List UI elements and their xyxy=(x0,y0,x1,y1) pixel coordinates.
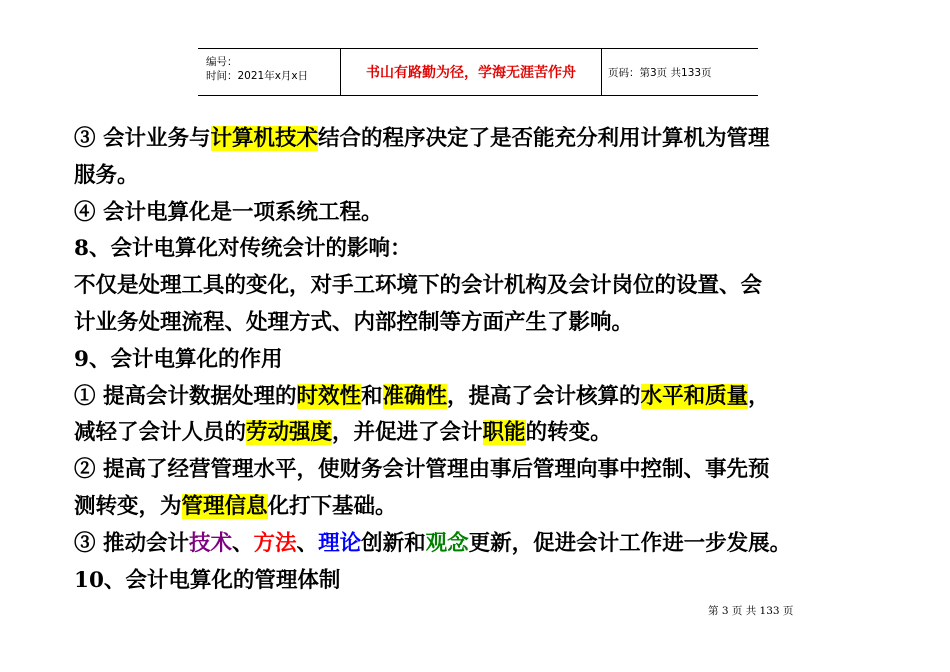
text-segment: 减轻了会计人员的 xyxy=(74,420,247,446)
line-2: 服务。 xyxy=(74,162,139,188)
line-5: 不仅是处理工具的变化，对手工环境下的会计机构及会计岗位的设置、会 xyxy=(74,273,763,299)
line-11 xyxy=(74,489,894,526)
line-3: ④ 会计电算化是一项系统工程。 xyxy=(74,199,383,225)
section-heading-8: 8、会计电算化对传统会计的影响： xyxy=(74,236,412,262)
motto-cell xyxy=(341,49,602,95)
line-12 xyxy=(74,526,894,563)
text-segment: 、 xyxy=(296,530,319,556)
line-8 xyxy=(74,379,894,416)
colored-term-concept: 观念 xyxy=(425,530,469,556)
text-segment: ， xyxy=(748,383,770,409)
text-segment: 更新，促进会计工作进一步发展。 xyxy=(468,530,792,556)
line-6: 计业务处理流程、处理方式、内部控制等方面产生了影响。 xyxy=(74,309,634,335)
text-segment: ③ 会计业务与 xyxy=(74,126,211,151)
motto-text: 书山有路勤为径，学海无涯苦作舟 xyxy=(366,65,576,81)
text-segment: ① 提高会计数据处理的 xyxy=(74,383,297,409)
line-9 xyxy=(74,415,894,452)
highlighted-term: 管理信息 xyxy=(181,493,268,519)
highlighted-term: 准确性 xyxy=(382,383,448,409)
number-label: 编号： xyxy=(206,56,238,68)
header-info-cell xyxy=(198,49,341,95)
highlighted-term: 计算机技术 xyxy=(210,126,319,151)
page-info-cell xyxy=(602,49,758,95)
colored-term-tech: 技术 xyxy=(189,530,233,556)
text-segment: 和 xyxy=(361,383,383,409)
page-footer: 第 3 页 共 133 页 xyxy=(708,605,794,617)
text-segment: ③ 推动会计 xyxy=(74,530,189,556)
section-heading-9: 9、会计电算化的作用 xyxy=(74,346,283,372)
section-heading-10: 10、会计电算化的管理体制 xyxy=(74,567,341,593)
text-segment: 、 xyxy=(232,530,254,556)
document-header xyxy=(198,48,758,96)
highlighted-term: 时效性 xyxy=(296,383,362,409)
text-segment: 的转变。 xyxy=(525,420,612,446)
page-label: 页码：第3页 共133页 xyxy=(608,66,712,79)
text-segment: ，并促进了会计 xyxy=(332,420,483,446)
colored-term-theory: 理论 xyxy=(318,530,362,556)
text-segment: ，提高了会计核算的 xyxy=(447,383,641,409)
line-1 xyxy=(74,121,894,158)
text-segment: 化打下基础。 xyxy=(267,493,397,519)
highlighted-term: 水平和质量 xyxy=(640,383,749,409)
text-segment: 测转变，为 xyxy=(74,493,182,519)
colored-term-method: 方法 xyxy=(253,530,297,556)
document-body xyxy=(74,121,894,599)
text-segment: 结合的程序决定了是否能充分利用计算机为管理 xyxy=(318,126,770,151)
line-10: ② 提高了经营管理水平，使财务会计管理由事后管理向事中控制、事先预 xyxy=(74,457,770,483)
text-segment: 创新和 xyxy=(361,530,426,556)
time-label: 时间：2021年x月x日 xyxy=(206,70,309,82)
highlighted-term: 劳动强度 xyxy=(246,420,333,446)
highlighted-term: 职能 xyxy=(482,420,526,446)
